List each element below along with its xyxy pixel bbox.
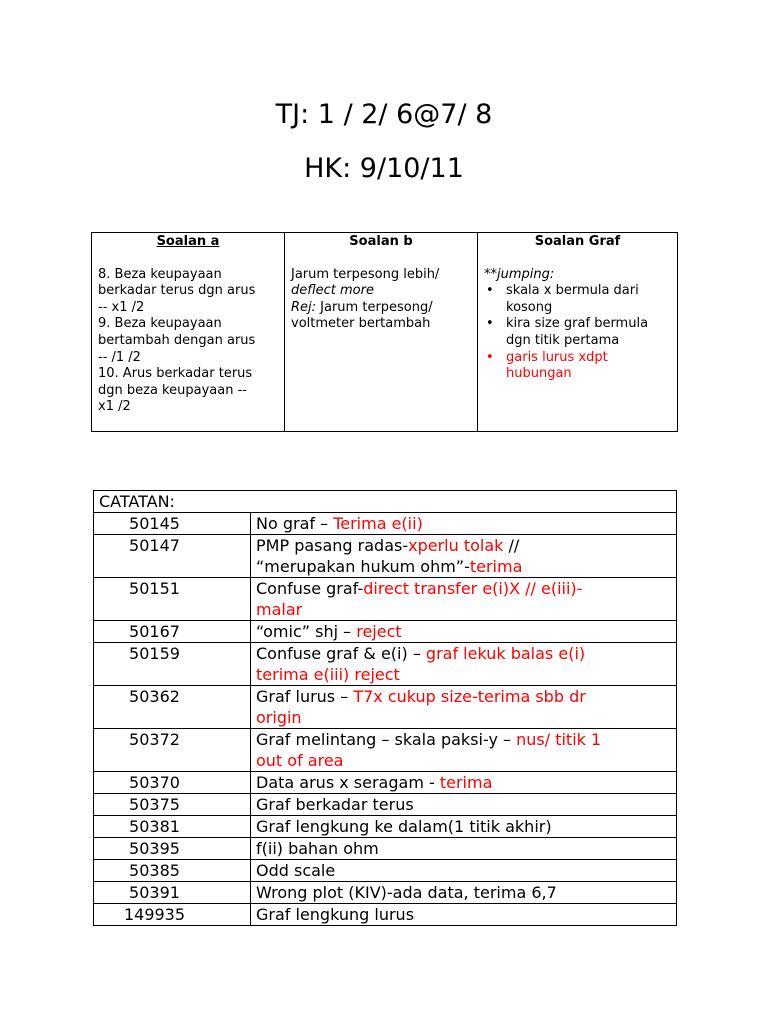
rej-label: Rej: bbox=[291, 299, 317, 315]
soalan-graf-bullet-item bbox=[486, 316, 671, 349]
note-text-red: out of area bbox=[256, 751, 344, 770]
soalan-b-header: Soalan b bbox=[349, 234, 413, 249]
note-code: 50147 bbox=[94, 535, 251, 578]
note-text-black: Graf melintang – skala paksi-y – bbox=[256, 730, 517, 749]
note-text-red: nus/ titik 1 bbox=[516, 730, 602, 749]
note-text bbox=[251, 686, 677, 729]
note-text bbox=[251, 621, 677, 643]
note-text-black: Confuse graf- bbox=[256, 579, 364, 598]
note-code: 50375 bbox=[94, 794, 251, 816]
note-code: 50151 bbox=[94, 578, 251, 621]
note-text-black: “omic” shj – bbox=[256, 622, 357, 641]
note-code: 50145 bbox=[94, 513, 251, 535]
note-code: 50395 bbox=[94, 838, 251, 860]
bullet-icon: • bbox=[486, 349, 494, 365]
summary-table bbox=[91, 232, 678, 432]
note-text bbox=[251, 513, 677, 535]
bullet-text: dgn titik pertama bbox=[506, 332, 620, 348]
note-code: 50391 bbox=[94, 882, 251, 904]
note-text-black: “merupakan hukum ohm”- bbox=[256, 557, 470, 576]
table-row bbox=[94, 578, 677, 621]
soalan-graf-bullet-item bbox=[486, 283, 671, 316]
rej-text: Jarum terpesong/ bbox=[316, 299, 433, 315]
soalan-graf-bullet-list bbox=[484, 283, 671, 383]
heading-line-1: TJ: 1 / 2/ 6@7/ 8 bbox=[275, 99, 493, 130]
table-row bbox=[94, 816, 677, 838]
note-text-black: // bbox=[503, 536, 520, 555]
table-row bbox=[94, 838, 677, 860]
soalan-a-header: Soalan a bbox=[156, 234, 220, 249]
note-code: 50159 bbox=[94, 643, 251, 686]
note-text bbox=[251, 838, 677, 860]
soalan-graf-header: Soalan Graf bbox=[534, 234, 621, 249]
note-text bbox=[251, 882, 677, 904]
note-text-black: No graf – bbox=[256, 514, 334, 533]
table-row bbox=[94, 882, 677, 904]
bullet-icon: • bbox=[486, 283, 494, 299]
note-text-red: origin bbox=[256, 708, 302, 727]
soalan-a-line: bertambah dengan arus bbox=[98, 332, 256, 348]
note-text-black: Data arus x seragam - bbox=[256, 773, 440, 792]
note-text-red: malar bbox=[256, 600, 303, 619]
note-text bbox=[251, 643, 677, 686]
note-text bbox=[251, 578, 677, 621]
bullet-icon: • bbox=[486, 316, 494, 332]
note-text-red: xperlu tolak bbox=[408, 536, 504, 555]
table-row bbox=[94, 860, 677, 882]
soalan-graf-bullet-item bbox=[486, 349, 671, 383]
note-text-black: Odd scale bbox=[256, 861, 336, 880]
note-text-black: f(ii) bahan ohm bbox=[256, 839, 379, 858]
note-code: 50362 bbox=[94, 686, 251, 729]
soalan-a-line: berkadar terus dgn arus bbox=[98, 283, 256, 299]
note-text-red: direct transfer e(i)X // e(iii)- bbox=[363, 579, 583, 598]
catatan-header: CATATAN: bbox=[94, 491, 677, 513]
note-text bbox=[251, 535, 677, 578]
note-text-red: terima e(iii) reject bbox=[256, 665, 400, 684]
note-text bbox=[251, 860, 677, 882]
table-row bbox=[94, 621, 677, 643]
table-row bbox=[94, 643, 677, 686]
note-text-red: graf lekuk balas e(i) bbox=[425, 644, 586, 663]
soalan-a-line: -- /1 /2 bbox=[98, 349, 141, 365]
heading-line-2: HK: 9/10/11 bbox=[304, 153, 464, 184]
note-text bbox=[251, 816, 677, 838]
bullet-text: kira size graf bermula bbox=[506, 316, 649, 332]
table-row bbox=[94, 772, 677, 794]
soalan-b-line-1: Jarum terpesong lebih/ bbox=[291, 266, 440, 282]
soalan-a-line: 9. Beza keupayaan bbox=[98, 316, 222, 332]
table-row bbox=[94, 729, 677, 772]
note-code: 50167 bbox=[94, 621, 251, 643]
note-text-black: Confuse graf & e(i) – bbox=[256, 644, 426, 663]
note-text-black: PMP pasang radas- bbox=[256, 536, 409, 555]
note-text bbox=[251, 772, 677, 794]
note-text-red: terima bbox=[439, 773, 493, 792]
soalan-a-cell bbox=[92, 233, 285, 432]
soalan-a-line: x1 /2 bbox=[98, 399, 131, 415]
note-text bbox=[251, 729, 677, 772]
note-text-black: Graf berkadar terus bbox=[256, 795, 414, 814]
note-text-black: Wrong plot (KIV)-ada data, terima 6,7 bbox=[256, 883, 557, 902]
soalan-b-line-4: voltmeter bertambah bbox=[291, 316, 431, 332]
note-text-red: Terima e(ii) bbox=[333, 514, 423, 533]
table-row bbox=[94, 686, 677, 729]
note-text-red: reject bbox=[356, 622, 402, 641]
note-code: 50370 bbox=[94, 772, 251, 794]
soalan-graf-intro: **jumping: bbox=[484, 266, 555, 282]
table-row bbox=[94, 794, 677, 816]
note-code: 50381 bbox=[94, 816, 251, 838]
soalan-a-line: -- x1 /2 bbox=[98, 299, 145, 315]
catatan-table bbox=[93, 490, 677, 926]
table-row bbox=[94, 535, 677, 578]
soalan-a-line: 10. Arus berkadar terus bbox=[98, 366, 253, 382]
soalan-b-cell bbox=[285, 233, 478, 432]
note-text bbox=[251, 794, 677, 816]
bullet-text: garis lurus xdpt bbox=[506, 349, 608, 365]
note-text bbox=[251, 904, 677, 926]
soalan-a-line: dgn beza keupayaan -- bbox=[98, 382, 247, 398]
bullet-text: kosong bbox=[506, 299, 553, 315]
note-text-black: Graf lengkung ke dalam(1 titik akhir) bbox=[256, 817, 552, 836]
soalan-b-line-2: deflect more bbox=[291, 283, 374, 299]
soalan-a-line: 8. Beza keupayaan bbox=[98, 266, 222, 282]
note-text-red: terima bbox=[469, 557, 523, 576]
table-row bbox=[94, 513, 677, 535]
table-row bbox=[94, 904, 677, 926]
note-text-black: Graf lengkung lurus bbox=[256, 905, 415, 924]
note-text-red: T7x cukup size-terima sbb dr bbox=[353, 687, 586, 706]
bullet-text: hubungan bbox=[506, 366, 572, 382]
soalan-b-line-3 bbox=[291, 300, 471, 317]
note-code: 50385 bbox=[94, 860, 251, 882]
bullet-text: skala x bermula dari bbox=[506, 283, 639, 299]
note-text-black: Graf lurus – bbox=[256, 687, 354, 706]
soalan-graf-cell bbox=[478, 233, 678, 432]
note-code: 50372 bbox=[94, 729, 251, 772]
soalan-a-content bbox=[98, 267, 278, 416]
note-code: 149935 bbox=[94, 904, 251, 926]
